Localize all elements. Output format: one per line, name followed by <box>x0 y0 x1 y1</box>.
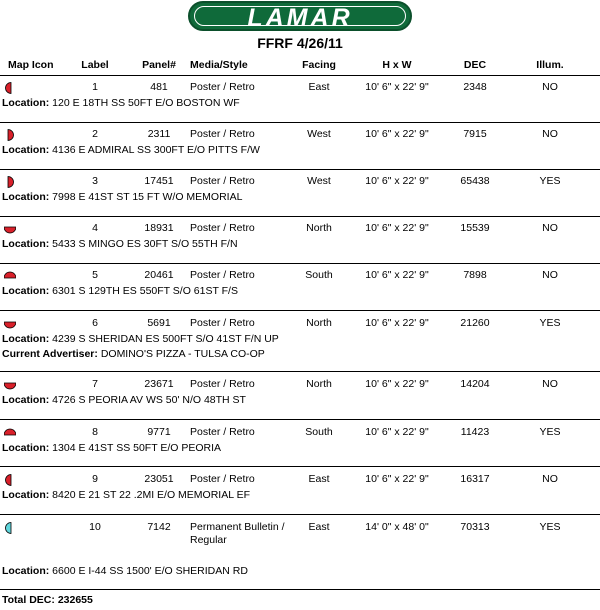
row-location <box>2 442 221 454</box>
location-text: 1304 E 41ST SS 50FT E/O PEORIA <box>52 442 222 454</box>
row-divider <box>0 122 600 123</box>
row-panel: 18931 <box>144 222 174 234</box>
row-label: 3 <box>92 175 98 187</box>
row-panel: 23051 <box>144 473 174 485</box>
row-illum: NO <box>542 128 558 140</box>
row-media: Permanent Bulletin / <box>190 521 285 533</box>
row-illum: YES <box>539 175 561 187</box>
map-marker-icon <box>4 474 15 485</box>
row-illum: YES <box>539 521 561 533</box>
row-divider <box>0 310 600 311</box>
row-label: 7 <box>92 378 98 390</box>
total-dec <box>2 594 93 606</box>
row-panel: 2311 <box>147 128 171 140</box>
row-panel: 17451 <box>144 175 174 187</box>
row-media: Poster / Retro <box>190 473 255 485</box>
row-facing: South <box>305 269 333 281</box>
row-location <box>2 333 279 345</box>
row-location <box>2 565 248 577</box>
col-map-icon: Map Icon <box>8 59 54 71</box>
row-facing: West <box>307 128 331 140</box>
logo-area <box>0 0 600 33</box>
row-location <box>2 97 240 109</box>
row-divider <box>0 169 600 170</box>
row-size: 10' 6" x 22' 9" <box>365 473 429 485</box>
location-prefix: Location: <box>2 285 50 297</box>
map-marker-icon <box>4 129 15 140</box>
location-text: 4726 S PEORIA AV WS 50' N/O 48TH ST <box>52 394 246 406</box>
location-text: 120 E 18TH SS 50FT E/O BOSTON WF <box>52 97 240 109</box>
map-marker-icon <box>4 379 15 390</box>
advertiser-text: DOMINO'S PIZZA - TULSA CO-OP <box>100 348 265 360</box>
row-location <box>2 191 242 203</box>
row-dec: 70313 <box>460 521 490 533</box>
location-text: 6600 E I-44 SS 1500' E/O SHERIDAN RD <box>52 565 248 577</box>
col-dec: DEC <box>463 59 487 71</box>
row-size: 14' 0" x 48' 0" <box>365 521 429 533</box>
row-size: 10' 6" x 22' 9" <box>365 378 429 390</box>
row-media: Poster / Retro <box>190 81 255 93</box>
header-divider <box>0 75 600 76</box>
row-label: 9 <box>92 473 98 485</box>
row-illum: NO <box>542 378 558 390</box>
row-dec: 11423 <box>460 426 490 438</box>
row-media: Poster / Retro <box>190 175 255 187</box>
row-size: 10' 6" x 22' 9" <box>365 426 429 438</box>
row-facing: West <box>307 175 331 187</box>
row-panel: 5691 <box>147 317 171 329</box>
row-illum: YES <box>539 317 561 329</box>
row-media: Poster / Retro <box>190 426 255 438</box>
row-location <box>2 285 238 297</box>
location-prefix: Location: <box>2 333 50 345</box>
row-location <box>2 144 260 156</box>
location-text: 7998 E 41ST ST 15 FT W/O MEMORIAL <box>52 191 243 203</box>
map-marker-icon <box>4 223 15 234</box>
row-dec: 16317 <box>460 473 490 485</box>
location-prefix: Location: <box>2 144 50 156</box>
advertiser-prefix: Current Advertiser: <box>2 348 98 360</box>
col-illum: Illum. <box>536 59 564 71</box>
col-hxw: H x W <box>382 59 412 71</box>
row-size: 10' 6" x 22' 9" <box>365 222 429 234</box>
row-panel: 481 <box>150 81 168 93</box>
col-panel: Panel# <box>142 59 176 71</box>
row-dec: 7915 <box>463 128 487 140</box>
row-divider <box>0 216 600 217</box>
row-illum: NO <box>542 473 558 485</box>
location-prefix: Location: <box>2 191 50 203</box>
location-prefix: Location: <box>2 97 50 109</box>
row-dec: 15539 <box>460 222 490 234</box>
col-media: Media/Style <box>190 59 248 71</box>
row-label: 6 <box>92 317 98 329</box>
row-media-line2: Regular <box>190 534 227 546</box>
page-title: FFRF 4/26/11 <box>257 35 343 51</box>
row-size: 10' 6" x 22' 9" <box>365 128 429 140</box>
row-media: Poster / Retro <box>190 378 255 390</box>
row-facing: North <box>306 317 332 329</box>
row-panel: 20461 <box>144 269 174 281</box>
row-label: 5 <box>92 269 98 281</box>
row-facing: East <box>308 473 330 485</box>
row-divider <box>0 589 600 590</box>
location-text: 4136 E ADMIRAL SS 300FT E/O PITTS F/W <box>52 144 260 156</box>
row-label: 2 <box>92 128 98 140</box>
logo-text: LAMAR <box>247 4 353 31</box>
row-divider <box>0 466 600 467</box>
row-label: 4 <box>92 222 98 234</box>
location-prefix: Location: <box>2 442 50 454</box>
total-value: 232655 <box>57 594 93 606</box>
map-marker-icon <box>4 318 15 329</box>
location-text: 4239 S SHERIDAN ES 500FT S/O 41ST F/N UP <box>52 333 279 345</box>
total-label: Total DEC: <box>2 594 55 606</box>
location-text: 5433 S MINGO ES 30FT S/O 55TH F/N <box>52 238 238 250</box>
row-location <box>2 489 250 501</box>
map-marker-icon <box>4 176 15 187</box>
row-size: 10' 6" x 22' 9" <box>365 269 429 281</box>
table-header <box>0 59 600 75</box>
row-dec: 65438 <box>460 175 490 187</box>
row-divider <box>0 419 600 420</box>
row-advertiser <box>2 348 265 360</box>
row-label: 10 <box>89 521 101 533</box>
location-prefix: Location: <box>2 565 50 577</box>
row-illum: NO <box>542 222 558 234</box>
row-size: 10' 6" x 22' 9" <box>365 175 429 187</box>
row-dec: 7898 <box>463 269 487 281</box>
row-location <box>2 394 246 406</box>
row-label: 1 <box>92 81 98 93</box>
row-media: Poster / Retro <box>190 269 255 281</box>
row-divider <box>0 514 600 515</box>
map-marker-icon <box>4 270 15 281</box>
row-panel: 7142 <box>147 521 171 533</box>
lamar-logo <box>188 1 412 31</box>
row-label: 8 <box>92 426 98 438</box>
row-facing: South <box>305 426 333 438</box>
row-location <box>2 238 238 250</box>
row-panel: 9771 <box>147 426 171 438</box>
row-facing: North <box>306 378 332 390</box>
row-divider <box>0 263 600 264</box>
row-illum: YES <box>539 426 561 438</box>
map-marker-icon <box>4 82 15 93</box>
row-media: Poster / Retro <box>190 128 255 140</box>
location-text: 8420 E 21 ST 22 .2MI E/O MEMORIAL EF <box>52 489 251 501</box>
location-text: 6301 S 129TH ES 550FT S/O 61ST F/S <box>52 285 238 297</box>
row-facing: North <box>306 222 332 234</box>
row-dec: 2348 <box>463 81 487 93</box>
row-media: Poster / Retro <box>190 222 255 234</box>
row-size: 10' 6" x 22' 9" <box>365 81 429 93</box>
col-facing: Facing <box>302 59 336 71</box>
row-panel: 23671 <box>144 378 174 390</box>
location-prefix: Location: <box>2 238 50 250</box>
row-size: 10' 6" x 22' 9" <box>365 317 429 329</box>
row-divider <box>0 371 600 372</box>
row-illum: NO <box>542 81 558 93</box>
row-facing: East <box>308 81 330 93</box>
row-illum: NO <box>542 269 558 281</box>
map-marker-icon <box>4 522 15 533</box>
location-prefix: Location: <box>2 489 50 501</box>
row-dec: 14204 <box>460 378 490 390</box>
row-dec: 21260 <box>460 317 490 329</box>
row-facing: East <box>308 521 330 533</box>
col-label: Label <box>81 59 109 71</box>
location-prefix: Location: <box>2 394 50 406</box>
row-media: Poster / Retro <box>190 317 255 329</box>
map-marker-icon <box>4 427 15 438</box>
